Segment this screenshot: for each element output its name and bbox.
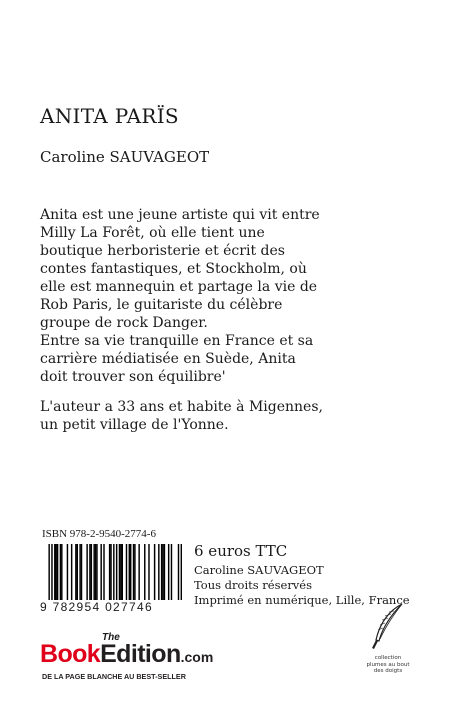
barcode-bar	[120, 544, 121, 600]
logo-the: The	[102, 632, 120, 643]
blurb-line: groupe de rock Danger.	[40, 315, 208, 331]
blurb-line: Anita est une jeune artiste qui vit entre	[40, 207, 320, 223]
barcode-bar	[61, 544, 62, 600]
barcode	[40, 544, 182, 600]
barcode-bar	[89, 544, 90, 600]
book-author: Caroline SAUVAGEOT	[40, 148, 210, 166]
rights-notice: Tous droits réservés	[194, 578, 313, 592]
barcode-bar	[178, 544, 179, 600]
barcode-bar	[91, 544, 92, 600]
barcode-bar	[55, 544, 56, 600]
barcode-bar	[144, 544, 145, 600]
barcode-bar	[113, 544, 114, 600]
barcode-bar	[67, 544, 68, 600]
barcode-bar	[110, 544, 111, 600]
publication-author: Caroline SAUVAGEOT	[194, 563, 324, 577]
publisher-tagline: DE LA PAGE BLANCHE AU BEST-SELLER	[42, 672, 186, 681]
barcode-bar	[48, 544, 49, 600]
barcode-bar	[148, 544, 149, 600]
printing-info: Imprimé en numérique, Lille, France	[194, 593, 410, 607]
blurb-line: contes fantastiques, et Stockholm, où	[40, 261, 307, 277]
barcode-number: 9 782954 027746	[40, 600, 153, 614]
barcode-bar	[129, 544, 130, 600]
barcode-bar	[109, 544, 110, 600]
blurb-line: Milly La Forêt, où elle tient une	[40, 225, 265, 241]
isbn-label: ISBN 978-2-9540-2774-6	[42, 528, 156, 540]
barcode-bar	[96, 544, 97, 600]
barcode-bar	[181, 544, 182, 600]
price: 6 euros TTC	[194, 542, 288, 560]
blurb-line: Rob Paris, le guitariste du célèbre	[40, 297, 283, 313]
blurb-summary	[40, 206, 340, 386]
back-cover-blurb	[40, 206, 340, 434]
book-title: ANITA PARÏS	[40, 104, 179, 128]
barcode-bar	[126, 544, 127, 600]
publication-info	[194, 542, 410, 608]
barcode-bar	[162, 544, 163, 600]
bio-line: un petit village de l'Yonne.	[40, 417, 229, 433]
logo-edition: Edition	[100, 640, 181, 668]
bio-line: L'auteur a 33 ans et habite à Migennes,	[40, 399, 323, 415]
barcode-bar	[54, 544, 55, 600]
publisher-logo	[40, 632, 250, 686]
barcode-bar	[103, 544, 104, 600]
barcode-bar	[134, 544, 135, 600]
blurb-line: doit trouver son équilibre'	[40, 369, 226, 385]
collection-label: collection plumes au bout des doigts	[366, 655, 410, 674]
barcode-bar	[77, 544, 78, 600]
quill-icon	[368, 602, 406, 652]
barcode-bar	[86, 544, 87, 600]
author-bio	[40, 398, 340, 434]
blurb-line: carrière médiatisée en Suède, Anita	[40, 351, 296, 367]
barcode-bar	[51, 544, 52, 600]
logo-book: Book	[40, 640, 101, 668]
barcode-bar	[171, 544, 172, 600]
barcode-bar	[130, 544, 131, 600]
barcode-bar	[81, 544, 82, 600]
barcode-bar	[154, 544, 155, 600]
logo-wordmark	[40, 640, 213, 669]
barcode-bar	[100, 544, 101, 600]
barcode-bar	[95, 544, 96, 600]
barcode-bar	[168, 544, 169, 600]
barcode-bar	[57, 544, 58, 600]
barcode-bar	[138, 544, 139, 600]
barcode-bar	[119, 544, 120, 600]
barcode-bar	[60, 544, 61, 600]
blurb-line: Entre sa vie tranquille en France et sa	[40, 333, 314, 349]
barcode-bar	[133, 544, 134, 600]
barcode-bar	[161, 544, 162, 600]
barcode-bar	[79, 544, 80, 600]
blurb-line: elle est mannequin et partage la vie de	[40, 279, 318, 295]
barcode-bar	[164, 544, 165, 600]
barcode-bar	[71, 544, 72, 600]
blurb-line: boutique herboristerie et écrit des	[40, 243, 285, 259]
barcode-bar	[93, 544, 94, 600]
barcode-bar	[158, 544, 159, 600]
barcode-bar	[75, 544, 76, 600]
barcode-bar	[122, 544, 123, 600]
barcode-bar	[116, 544, 117, 600]
logo-com: .com	[180, 649, 214, 665]
